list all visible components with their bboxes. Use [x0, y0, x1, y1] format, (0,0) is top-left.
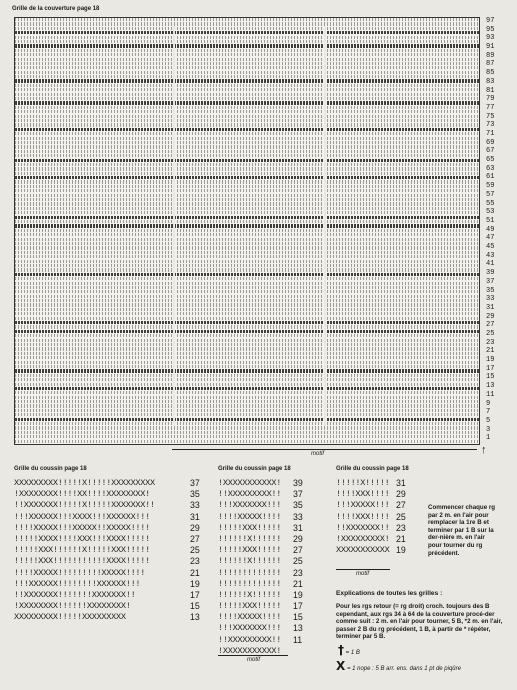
- grid-row: [15, 150, 479, 153]
- grid-row: [15, 62, 479, 65]
- row-number: 21: [396, 533, 406, 544]
- row-number: 51: [486, 216, 495, 225]
- grid-row: [15, 110, 479, 113]
- grid-row: !!!!!!X!!!!!!: [218, 556, 282, 567]
- grid-row: [15, 172, 479, 175]
- grid-row: [15, 101, 479, 104]
- grid-row: [15, 339, 479, 342]
- grid-row: [15, 264, 479, 267]
- row-number: 41: [486, 260, 495, 269]
- row-number: 83: [486, 77, 495, 86]
- grid-row: [15, 286, 479, 289]
- row-number: 37: [486, 277, 495, 286]
- grid-row: [15, 422, 479, 425]
- row-number: 89: [486, 51, 495, 60]
- grid-row: [15, 404, 479, 407]
- grid-row: [15, 36, 479, 39]
- grid-row: [15, 317, 479, 320]
- grid-row: [15, 365, 479, 368]
- row-number: 13: [486, 382, 495, 391]
- grid-row: [15, 176, 479, 179]
- row-number: 11: [293, 634, 303, 645]
- grid-row: !XXXXXXXXXXX!: [218, 478, 282, 488]
- grid-row: [15, 53, 479, 56]
- side-note: Commencer chaque rg par 2 m. en l'air pour remplacer la 1re B et terminer par 1 B sur la der-nière m. en l'air pour tourner du rg précédent.: [428, 504, 496, 557]
- grid-row: [15, 93, 479, 96]
- grid-row: [15, 123, 479, 126]
- row-number: 23: [293, 567, 303, 578]
- grid-row: !!!!!XXX!!!!!: [218, 522, 282, 533]
- row-number: 27: [293, 545, 303, 556]
- motif-bracket: [218, 655, 288, 656]
- row-number: 39: [486, 269, 495, 278]
- legend-b: [338, 643, 360, 657]
- row-number: 25: [396, 511, 406, 522]
- row-number: 59: [486, 182, 495, 191]
- grid-row: XXXXXXXXXXX: [336, 545, 390, 556]
- grid-row: !!!!!XXX!!!!!: [218, 601, 282, 612]
- grid-row: !!!!!XXX!!!!!!!!!!!XXXX!!!!!: [14, 556, 150, 567]
- row-number: 15: [293, 612, 303, 623]
- row-number: 11: [486, 390, 495, 399]
- row-number: 61: [486, 173, 495, 182]
- motif-bracket: [172, 449, 477, 450]
- grid-row: [15, 418, 479, 421]
- grid-row: [15, 202, 479, 205]
- grid-row: [15, 229, 479, 232]
- grid-row: !!!!!XXX!!!!!: [218, 545, 282, 556]
- row-number: 13: [190, 612, 200, 623]
- grid-row: [15, 207, 479, 210]
- grid-row: !XXXXXXXX!!!!XX!!!!XXXXXXXX!: [14, 489, 150, 500]
- grid-divider: [173, 26, 175, 426]
- row-number: 21: [190, 567, 200, 578]
- row-number: 39: [293, 478, 303, 488]
- row-number: 53: [486, 208, 495, 217]
- row-number: 25: [190, 545, 200, 556]
- row-number: 37: [190, 478, 200, 488]
- grid-row: [15, 277, 479, 280]
- grid-row: !!!!!!X!!!!!!: [218, 533, 282, 544]
- grid-row: [15, 238, 479, 241]
- grid-row: [15, 321, 479, 324]
- row-number: 33: [190, 500, 200, 511]
- grid-row: [15, 246, 479, 249]
- cushion-a-title: Grille du coussin page 18: [14, 466, 87, 472]
- main-chart-grid: [14, 17, 480, 445]
- row-number: 19: [486, 356, 495, 365]
- grid-row: [15, 356, 479, 359]
- row-number: 29: [396, 489, 406, 500]
- row-number: 35: [293, 500, 303, 511]
- grid-row: [15, 273, 479, 276]
- grid-row: !XXXXXXXXX!: [336, 533, 390, 544]
- grid-row: !!XXXXXXXXX!!: [218, 489, 282, 500]
- grid-row: [15, 334, 479, 337]
- cushion-b-title: Grille du coussin page 18: [218, 466, 291, 472]
- grid-row: [15, 145, 479, 148]
- grid-row: [15, 27, 479, 30]
- grid-row: [15, 413, 479, 416]
- row-number: 27: [396, 500, 406, 511]
- row-number: 23: [486, 338, 495, 347]
- row-number: 45: [486, 243, 495, 252]
- row-number: 91: [486, 43, 495, 52]
- row-number: 23: [396, 522, 406, 533]
- row-number: 67: [486, 147, 495, 156]
- row-number: 31: [190, 511, 200, 522]
- grid-row: [15, 119, 479, 122]
- grid-row: [15, 431, 479, 434]
- row-number: 31: [396, 478, 406, 488]
- row-number: 55: [486, 199, 495, 208]
- grid-row: [15, 374, 479, 377]
- grid-row: [15, 159, 479, 162]
- row-number: 23: [190, 556, 200, 567]
- grid-row: [15, 75, 479, 78]
- grid-row: !!XXXXXXX!!!!!!!XXXXXXX!!: [14, 589, 136, 600]
- grid-row: [15, 396, 479, 399]
- row-number: 15: [190, 601, 200, 612]
- grid-row: [15, 290, 479, 293]
- grid-row: [15, 383, 479, 386]
- row-number: 21: [486, 347, 495, 356]
- grid-row: [15, 115, 479, 118]
- grid-row: [15, 391, 479, 394]
- grid-row: [15, 132, 479, 135]
- grid-row: [15, 303, 479, 306]
- grid-row: [15, 154, 479, 157]
- grid-row: [15, 330, 479, 333]
- grid-row: !!!!!!!!!!!!!: [218, 578, 282, 589]
- row-number: 31: [486, 303, 495, 312]
- grid-row: !!!XXXXXX!!!XXXX!!!XXXXXX!!!: [14, 511, 150, 522]
- row-number: 35: [190, 489, 200, 500]
- grid-row: [15, 216, 479, 219]
- grid-row: [15, 18, 479, 21]
- row-number: 19: [396, 545, 406, 556]
- row-number: 15: [486, 373, 495, 382]
- grid-row: [15, 295, 479, 298]
- row-number: 17: [190, 589, 200, 600]
- grid-row: [15, 137, 479, 140]
- grid-row: [15, 282, 479, 285]
- grid-row: !!!!XXXXX!!!!: [218, 511, 282, 522]
- row-number: 75: [486, 112, 495, 121]
- grid-row: [15, 40, 479, 43]
- grid-row: [15, 242, 479, 245]
- row-number: 77: [486, 103, 495, 112]
- row-number: 19: [293, 589, 303, 600]
- grid-row: [15, 106, 479, 109]
- grid-row: !!!!XXXXX!!!!: [218, 612, 282, 623]
- grid-row: [15, 84, 479, 87]
- row-number: 27: [190, 533, 200, 544]
- cushion-c-grid: [336, 478, 389, 556]
- grid-row: [15, 66, 479, 69]
- grid-row: !!!!XXXXX!!!XXXXX!!XXXXX!!!!: [14, 522, 150, 533]
- grid-row: [15, 400, 479, 403]
- grid-row: [15, 260, 479, 263]
- grid-row: !!!!XXX!!!!: [336, 489, 390, 500]
- grid-row: [15, 440, 479, 443]
- row-number: 7: [486, 408, 491, 417]
- grid-row: [15, 79, 479, 82]
- grid-row: !!XXXXXXX!!: [336, 522, 390, 533]
- row-number: 29: [486, 312, 495, 321]
- instructions-heading: Explications de toutes les grilles :: [336, 590, 443, 597]
- grid-row: !!!!XXX!!!!: [336, 511, 390, 522]
- row-number: 17: [293, 601, 303, 612]
- grid-row: !XXXXXXXXXXX!: [218, 645, 282, 656]
- row-number: 35: [486, 286, 495, 295]
- row-number: 43: [486, 251, 495, 260]
- row-number: 21: [293, 578, 303, 589]
- grid-row: [15, 220, 479, 223]
- grid-row: [15, 128, 479, 131]
- grid-row: !XXXXXXXX!!!!!!XXXXXXXX!: [14, 601, 131, 612]
- row-number: 93: [486, 34, 495, 43]
- grid-row: [15, 141, 479, 144]
- grid-row: [15, 97, 479, 100]
- grid-row: !!!!!!X!!!!!!: [218, 589, 282, 600]
- grid-row: !!!!!X!!!!!: [336, 478, 390, 488]
- row-number: 27: [486, 321, 495, 330]
- grid-row: [15, 352, 479, 355]
- row-number: 29: [293, 533, 303, 544]
- grid-row: [15, 58, 479, 61]
- row-number: 9: [486, 399, 491, 408]
- cushion-b-grid: [218, 478, 281, 657]
- row-number: 3: [486, 425, 491, 434]
- row-number: 63: [486, 164, 495, 173]
- grid-row: [15, 409, 479, 412]
- grid-row: !!!!!!!!!!!!!: [218, 567, 282, 578]
- grid-row: [15, 49, 479, 52]
- grid-row: [15, 22, 479, 25]
- motif-label: motif: [311, 451, 325, 457]
- main-chart-rows: [15, 18, 479, 444]
- grid-row: !!!XXXXXX!!!!!!!!XXXXXX!!!: [14, 578, 141, 589]
- row-number: 49: [486, 225, 495, 234]
- row-number: 13: [293, 623, 303, 634]
- cushion-c-row-numbers: [396, 478, 406, 556]
- grid-row: [15, 435, 479, 438]
- grid-row: [15, 88, 479, 91]
- grid-row: [15, 233, 479, 236]
- grid-row: [15, 387, 479, 390]
- grid-row: XXXXXXXXX!!!!!X!!!!!XXXXXXXXX: [14, 478, 155, 488]
- main-chart-title: Grille de la couverture page 18: [12, 6, 100, 12]
- grid-row: [15, 361, 479, 364]
- row-number: 73: [486, 121, 495, 130]
- grid-row: [15, 308, 479, 311]
- grid-row: !!XXXXXXXXX!!: [218, 634, 282, 645]
- grid-row: [15, 71, 479, 74]
- row-number: 33: [293, 511, 303, 522]
- cushion-b-row-numbers: [293, 478, 303, 646]
- row-number: 25: [486, 329, 495, 338]
- grid-row: [15, 268, 479, 271]
- grid-row: [15, 343, 479, 346]
- cushion-c-title: Grille du coussin page 18: [336, 466, 409, 472]
- grid-row: [15, 251, 479, 254]
- legend-b-text: = 1 B: [345, 650, 360, 656]
- grid-row: [15, 185, 479, 188]
- row-number: 33: [486, 295, 495, 304]
- grid-row: [15, 167, 479, 170]
- row-number: 71: [486, 130, 495, 139]
- instructions-body: Pour les rgs retour (= rg droit) croch. toujours des B cependant, aux rgs 34 à 64 de la couverture procé-der comme suit : 2 m. en l'air pour tourner, 5 B, *2 m. en l'air, passer 2 B du rg précédent, 1 B, à partir de * répéter, terminer par 5 B.: [336, 603, 503, 641]
- grid-row: [15, 299, 479, 302]
- grid-row: !!!XXXXXXX!!!: [218, 623, 282, 634]
- row-number: 1: [486, 434, 491, 443]
- grid-row: [15, 189, 479, 192]
- grid-row: [15, 369, 479, 372]
- row-number: 37: [293, 489, 303, 500]
- grid-row: !!!!XXXXX!!!!!!!!!XXXXX!!!!: [14, 567, 146, 578]
- row-number: 29: [190, 522, 200, 533]
- grid-row: !!XXXXXXX!!!!!X!!!!!XXXXXXX!!: [14, 500, 155, 511]
- grid-row: [15, 44, 479, 47]
- cushion-a-grid: [14, 478, 155, 623]
- grid-row: [15, 180, 479, 183]
- grid-row: [15, 198, 479, 201]
- motif-bracket: [336, 569, 390, 570]
- row-number: 17: [486, 364, 495, 373]
- grid-row: [15, 347, 479, 350]
- cushion-a-row-numbers: [190, 478, 200, 623]
- row-number: 97: [486, 17, 495, 25]
- row-number: 57: [486, 190, 495, 199]
- up-arrow-icon: ↑: [481, 444, 487, 456]
- row-number: 47: [486, 234, 495, 243]
- row-number: 5: [486, 416, 491, 425]
- grid-row: XXXXXXXXX!!!!!XXXXXXXXX: [14, 612, 126, 623]
- grid-row: !!!XXXXX!!!: [336, 500, 390, 511]
- row-number: 85: [486, 69, 495, 78]
- row-number: 69: [486, 138, 495, 147]
- grid-row: !!!!!XXXX!!!!XXX!!!XXXX!!!!!: [14, 533, 150, 544]
- grid-row: [15, 163, 479, 166]
- cushion-c-motif-label: motif: [356, 571, 370, 577]
- grid-row: [15, 325, 479, 328]
- grid-row: [15, 194, 479, 197]
- grid-row: [15, 211, 479, 214]
- legend-x-text: = 1 nope : 5 B arr. ens. dans 1 pt de piqûre: [346, 666, 461, 672]
- grid-divider: [324, 26, 326, 426]
- stitch-b-icon: †: [338, 643, 344, 657]
- row-number: 25: [293, 556, 303, 567]
- row-number: 95: [486, 25, 495, 34]
- grid-row: [15, 426, 479, 429]
- grid-row: !!!XXXXXXX!!!: [218, 500, 282, 511]
- row-number: 81: [486, 86, 495, 95]
- row-number: 19: [190, 578, 200, 589]
- grid-row: !!!!!XXX!!!!!!X!!!!!XXX!!!!!: [14, 545, 150, 556]
- stitch-nope-icon: X: [336, 659, 346, 673]
- grid-row: [15, 312, 479, 315]
- row-number: 65: [486, 156, 495, 165]
- grid-row: [15, 255, 479, 258]
- cushion-b-motif-label: motif: [247, 657, 261, 663]
- legend-x: [336, 659, 461, 673]
- grid-row: [15, 224, 479, 227]
- grid-row: [15, 378, 479, 381]
- grid-row: [15, 31, 479, 34]
- row-number: 87: [486, 60, 495, 69]
- row-number: 79: [486, 95, 495, 104]
- row-number: 31: [293, 522, 303, 533]
